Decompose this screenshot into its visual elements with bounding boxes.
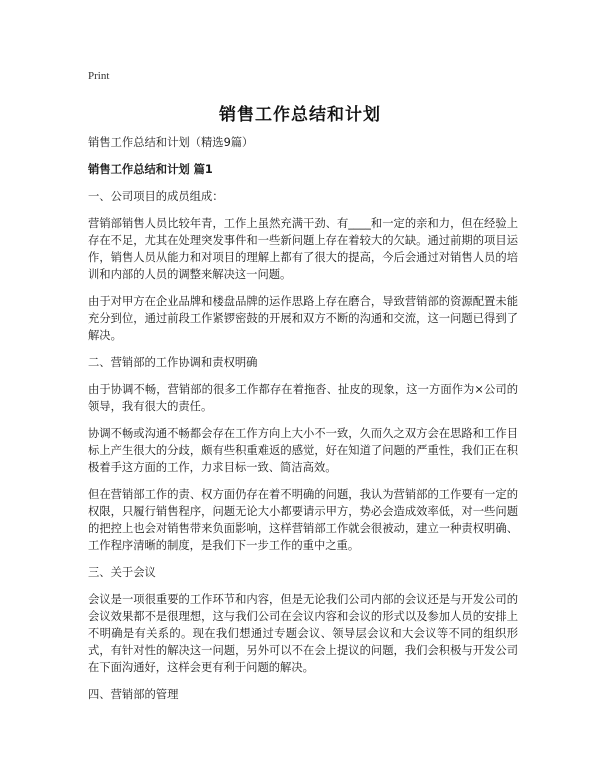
section-heading: 二、营销部的工作协调和责权明确	[88, 356, 258, 369]
document-body	[88, 134, 518, 713]
paragraph: 由于协调不畅，营销部的很多工作都存在着拖沓、扯皮的现象，这一方面作为×公司的领导，我有很大的责任。	[88, 383, 518, 413]
print-label[interactable]: Print	[88, 70, 110, 82]
paragraph: 但在营销部工作的责、权方面仍存在着不明确的问题，我认为营销部的工作要有一定的权限，只履行销售程序，问题无论大小都要请示甲方，势必会造成效率低，对一些问题的把控上也会对销售带来负面影响，这样营销部工作就会很被动，建立一种责权明确、工作程序清晰的制度，是我们下一步工作的重中之重。	[88, 488, 518, 552]
document-subtitle: 销售工作总结和计划（精选9篇）	[88, 136, 254, 149]
paragraph: 由于对甲方在企业品牌和楼盘品牌的运作思路上存在磨合，导致营销部的资源配置未能充分到位，通过前段工作紧锣密鼓的开展和双方不断的沟通和交流，这一问题已得到了解决。	[88, 295, 518, 342]
section-heading: 一、公司项目的成员组成：	[88, 190, 224, 203]
paragraph: 协调不畅或沟通不畅都会存在工作方向上大小不一致，久而久之双方会在思路和工作目标上产生很大的分歧，颇有些积重难返的感觉，好在知道了问题的严重性，我们正在积极着手这方面的工作，力求目标一致、简洁高效。	[88, 427, 518, 474]
document-title: 销售工作总结和计划	[219, 105, 381, 125]
section-heading: 三、关于会议	[88, 566, 156, 579]
section-heading: 四、营销部的管理	[88, 688, 179, 701]
paragraph: 营销部销售人员比较年青，工作上虽然充满干劲、有____和一定的亲和力，但在经验上存在不足，尤其在处理突发事件和一些新问题上存在着较大的欠缺。通过前期的项目运作，销售人员从能力和对项目的理解上都有了很大的提高，今后会通过对销售人员的培训和内部的人员的调整来解决这一问题。	[88, 217, 518, 281]
paragraph: 会议是一项很重要的工作环节和内容，但是无论我们公司内部的会议还是与开发公司的会议效果都不是很理想，这与我们公司在会议内容和会议的形式以及参加人员的安排上不明确是有关系的。现在我们想通过专题会议、领导层会议和大会议等不同的组织形式，有针对性的解决这一问题，另外可以不在会上提议的问题，我们会积极与开发公司在下面沟通好，这样会更有利于问题的解决。	[88, 593, 518, 674]
article-heading: 销售工作总结和计划 篇1	[88, 163, 213, 176]
